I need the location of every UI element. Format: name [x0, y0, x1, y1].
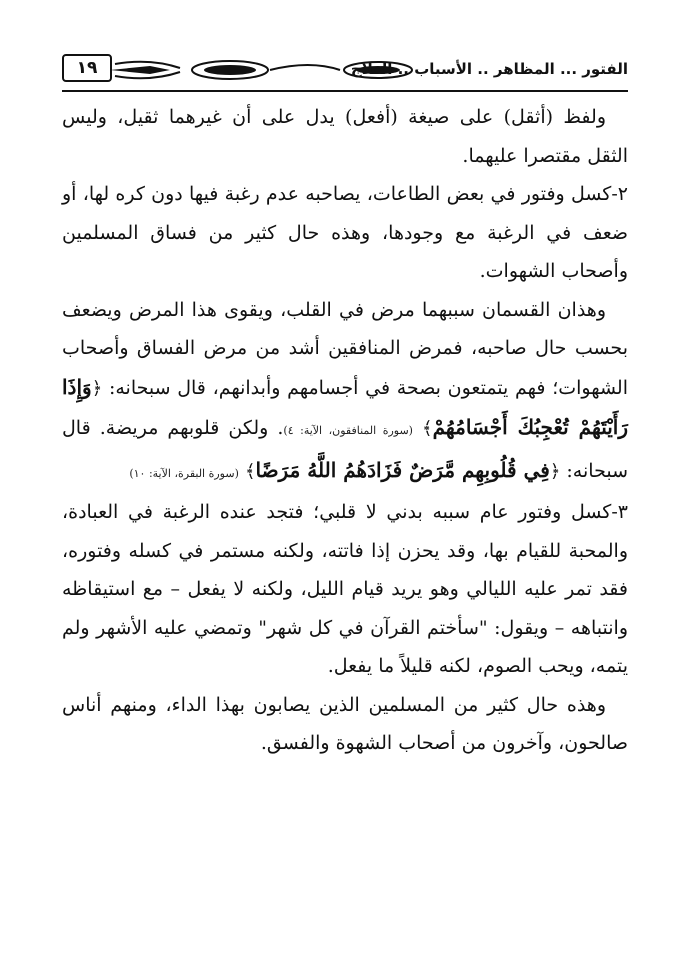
page-body: [62, 98, 628, 763]
list-number-3: ٣-: [611, 501, 628, 523]
list-item-3: [62, 493, 628, 686]
page-number: ١٩: [62, 54, 112, 82]
verse-reference-1: (سورة المنافقون، الآية: ٤): [283, 424, 413, 437]
paragraph-4: وهذه حال كثير من المسلمين الذين يصابون بهذا الداء، ومنهم أناس صالحون، وآخرون من أصحاب الشهوة والفسق.: [62, 693, 628, 754]
paragraph-1: ولفظ (أثقل) على صيغة (أفعل) يدل على أن غيرهما ثقيل، وليس الثقل مقتصرا عليهما.: [62, 106, 628, 167]
paragraph-3: وهذان القسمان سببهما مرض في القلب، ويقوى هذا المرض ويضعف بحسب حال صاحبه، فمرض المنافقين أشد من مرض الفساق وأصحاب الشهوات؛ فهم يتمتعون بصحة في أجسامهم وأبدانهم، قال سبحانه: ﴿وَإِذَا رَأَيْتَهُمْ تُعْجِبُكَ أَجْسَامُهُمْ﴾ (سورة المنافقون، الآية: ٤). ولكن قلوبهم مريضة. قال سبحانه: ﴿فِي قُلُوبِهِم مَّرَضٌ فَزَادَهُمُ اللَّهُ مَرَضًا﴾ (سورة البقرة، الآية: ١٠): [62, 298, 629, 482]
quran-verse-2: فِي قُلُوبِهِم مَّرَضٌ فَزَادَهُمُ اللَّهُ مَرَضًا: [255, 457, 550, 482]
list-text-3: كسل وفتور عام سببه بدني لا قلبي؛ فتجد عنده الرغبة في العبادة، والمحبة للقيام بها، وقد يحزن إذا فاتته، ولكنه مستمر في كسله وفتوره، فقد تمر عليه الليالي وهو يريد قيام الليل، ولكنه لا يفعل – مع استيقاظه وانتباهه – ويقول: "سأختم القرآن في كل شهر" وتمضي عليه الأشهر ولم يتمه، ويحب الصوم، لكنه قليلاً ما يفعل.: [62, 501, 628, 677]
running-title: الفتور ... المظاهر .. الأسباب .. العلاج: [350, 60, 628, 78]
verse-reference-2: (سورة البقرة، الآية: ١٠): [129, 466, 239, 480]
list-text-2: كسل وفتور في بعض الطاعات، يصاحبه عدم رغبة فيها دون كره لها، أو ضعف في الرغبة مع وجودها، وهذه حال كثير من فساق المسلمين وأصحاب الشهوات.: [62, 183, 628, 282]
paragraph-3-text-b: . ولكن قلوبهم مريضة. قال سبحانه:: [62, 417, 628, 482]
paragraph-3-text-a: وهذان القسمان سببهما مرض في القلب، ويقوى هذا المرض ويضعف بحسب حال صاحبه، فمرض المنافقين أشد من مرض الفساق وأصحاب الشهوات؛ فهم يتمتعون بصحة في أجسامهم وأبدانهم، قال سبحانه:: [62, 298, 628, 399]
page-header: [62, 52, 628, 88]
header-divider: [62, 90, 628, 92]
list-number-2: ٢-: [611, 183, 628, 205]
list-item-2: [62, 175, 628, 291]
quran-verse-1: وَإِذَا رَأَيْتَهُمْ تُعْجِبُكَ أَجْسَامُهُمْ: [62, 374, 629, 439]
